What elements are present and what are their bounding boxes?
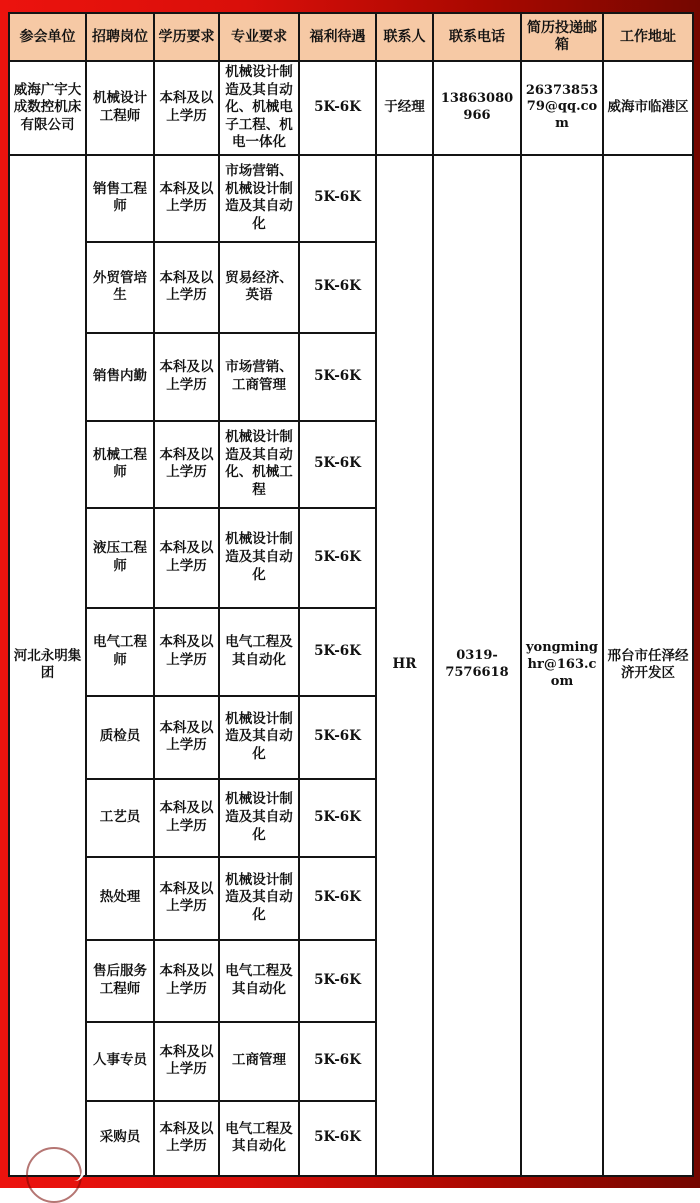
education-requirement: 本科及以上学历 [154, 508, 219, 608]
resume-email: 2637385379@qq.com [521, 61, 603, 155]
position-title: 工艺员 [86, 779, 154, 857]
work-address: 邢台市任泽经济开发区 [603, 155, 693, 1176]
position-title: 人事专员 [86, 1022, 154, 1101]
table-row [9, 155, 693, 242]
position-title: 电气工程师 [86, 608, 154, 696]
major-requirement: 机械设计制造及其自动化 [219, 696, 299, 779]
col-header-position: 招聘岗位 [86, 13, 154, 61]
contact-phone: 13863080966 [433, 61, 521, 155]
major-requirement: 机械设计制造及其自动化 [219, 857, 299, 940]
col-header-contact: 联系人 [376, 13, 433, 61]
major-requirement: 市场营销、工商管理 [219, 333, 299, 421]
education-requirement: 本科及以上学历 [154, 1022, 219, 1101]
salary-range: 5K-6K [299, 61, 376, 155]
education-requirement: 本科及以上学历 [154, 333, 219, 421]
education-requirement: 本科及以上学历 [154, 1101, 219, 1176]
major-requirement: 工商管理 [219, 1022, 299, 1101]
education-requirement: 本科及以上学历 [154, 857, 219, 940]
col-header-company: 参会单位 [9, 13, 86, 61]
company-name: 威海广宇大成数控机床有限公司 [9, 61, 86, 155]
major-requirement: 机械设计制造及其自动化 [219, 508, 299, 608]
major-requirement: 电气工程及其自动化 [219, 608, 299, 696]
salary-range: 5K-6K [299, 857, 376, 940]
major-requirement: 电气工程及其自动化 [219, 940, 299, 1022]
salary-range: 5K-6K [299, 779, 376, 857]
header-row [9, 13, 693, 61]
salary-range: 5K-6K [299, 333, 376, 421]
position-title: 外贸管培生 [86, 242, 154, 333]
salary-range: 5K-6K [299, 1101, 376, 1176]
position-title: 质检员 [86, 696, 154, 779]
salary-range: 5K-6K [299, 940, 376, 1022]
education-requirement: 本科及以上学历 [154, 608, 219, 696]
major-requirement: 贸易经济、英语 [219, 242, 299, 333]
education-requirement: 本科及以上学历 [154, 779, 219, 857]
salary-range: 5K-6K [299, 696, 376, 779]
col-header-salary: 福利待遇 [299, 13, 376, 61]
major-requirement: 机械设计制造及其自动化、机械电子工程、机电一体化 [219, 61, 299, 155]
contact-person: 于经理 [376, 61, 433, 155]
salary-range: 5K-6K [299, 242, 376, 333]
table-row [9, 61, 693, 155]
salary-range: 5K-6K [299, 1022, 376, 1101]
education-requirement: 本科及以上学历 [154, 940, 219, 1022]
contact-person: HR [376, 155, 433, 1176]
contact-phone: 0319-7576618 [433, 155, 521, 1176]
position-title: 热处理 [86, 857, 154, 940]
col-header-phone: 联系电话 [433, 13, 521, 61]
major-requirement: 机械设计制造及其自动化 [219, 779, 299, 857]
major-requirement: 电气工程及其自动化 [219, 1101, 299, 1176]
education-requirement: 本科及以上学历 [154, 61, 219, 155]
position-title: 售后服务工程师 [86, 940, 154, 1022]
education-requirement: 本科及以上学历 [154, 696, 219, 779]
col-header-education: 学历要求 [154, 13, 219, 61]
recruitment-table [8, 12, 694, 1177]
position-title: 液压工程师 [86, 508, 154, 608]
recruitment-table-container [8, 12, 692, 1175]
salary-range: 5K-6K [299, 155, 376, 242]
company-name: 河北永明集团 [9, 155, 86, 1176]
education-requirement: 本科及以上学历 [154, 421, 219, 508]
col-header-email: 简历投递邮箱 [521, 13, 603, 61]
salary-range: 5K-6K [299, 421, 376, 508]
col-header-major: 专业要求 [219, 13, 299, 61]
major-requirement: 机械设计制造及其自动化、机械工程 [219, 421, 299, 508]
education-requirement: 本科及以上学历 [154, 155, 219, 242]
salary-range: 5K-6K [299, 508, 376, 608]
col-header-address: 工作地址 [603, 13, 693, 61]
salary-range: 5K-6K [299, 608, 376, 696]
resume-email: yongminghr@163.com [521, 155, 603, 1176]
position-title: 销售内勤 [86, 333, 154, 421]
position-title: 机械工程师 [86, 421, 154, 508]
work-address: 威海市临港区 [603, 61, 693, 155]
education-requirement: 本科及以上学历 [154, 242, 219, 333]
major-requirement: 市场营销、机械设计制造及其自动化 [219, 155, 299, 242]
position-title: 销售工程师 [86, 155, 154, 242]
position-title: 采购员 [86, 1101, 154, 1176]
position-title: 机械设计工程师 [86, 61, 154, 155]
